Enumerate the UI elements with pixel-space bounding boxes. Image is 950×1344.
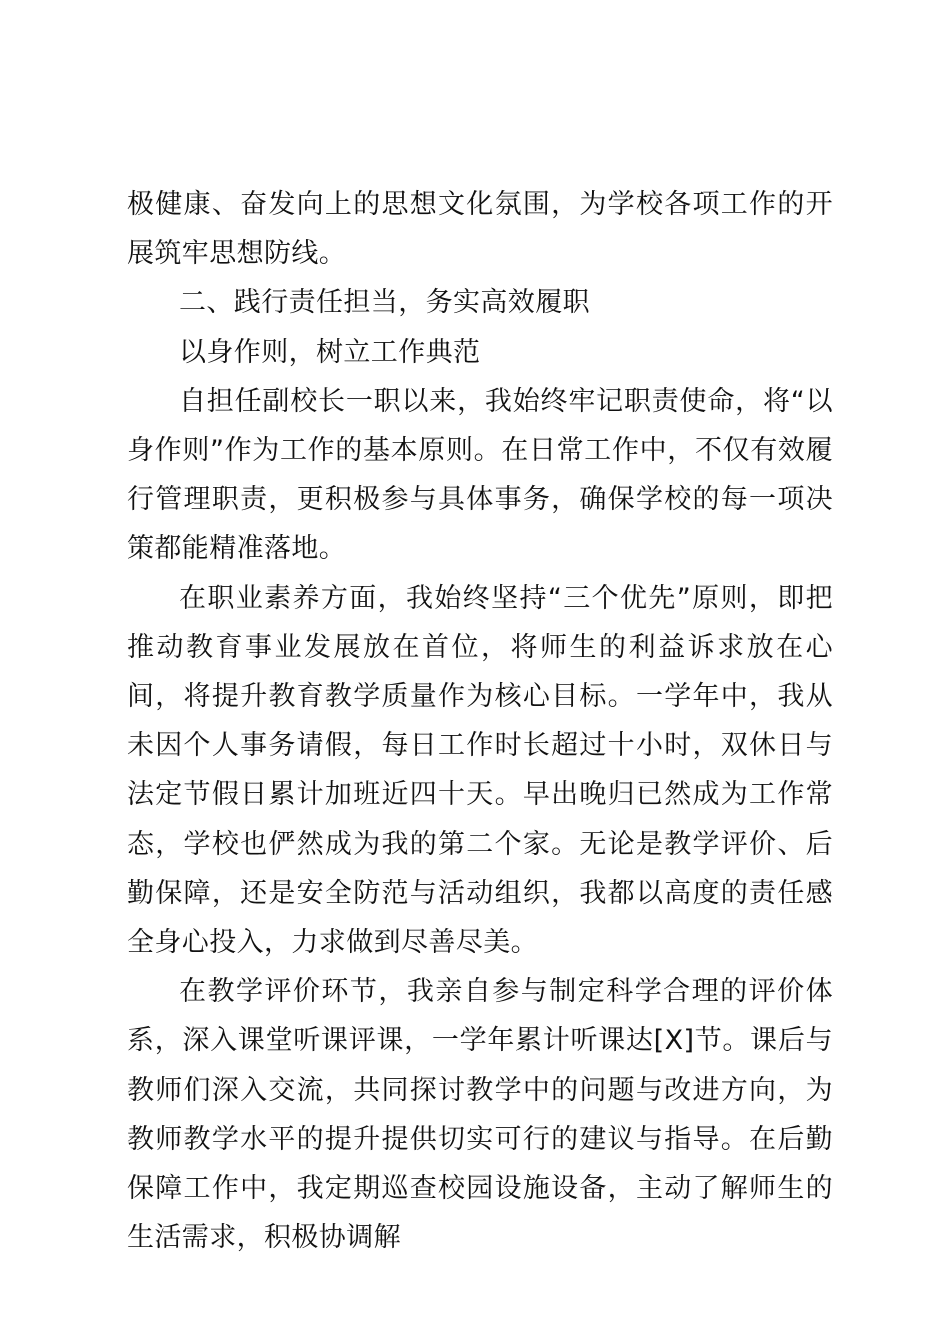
- paragraph-continuation: 极健康、奋发向上的思想文化氛围，为学校各项工作的开展筑牢思想防线。: [127, 189, 833, 270]
- document-body: [127, 180, 833, 1262]
- paragraph-teaching-evaluation: 在教学评价环节，我亲自参与制定科学合理的评价体系，深入课堂听课评课，一学年累计听课达[X]节。课后与教师们深入交流，共同探讨教学中的问题与改进方向，为教师教学水平的提升提供切实可行的建议与指导。在后勤保障工作中，我定期巡查校园设施设备，主动了解师生的生活需求，积极协调解: [127, 976, 833, 1254]
- paragraph-professionalism: 在职业素养方面，我始终坚持“三个优先”原则，即把推动教育事业发展放在首位，将师生的利益诉求放在心间，将提升教育教学质量作为核心目标。一学年中，我从未因个人事务请假，每日工作时长超过十小时，双休日与法定节假日累计加班近四十天。早出晚归已然成为工作常态，学校也俨然成为我的第二个家。无论是教学评价、后勤保障，还是安全防范与活动组织，我都以高度的责任感全身心投入，力求做到尽善尽美。: [127, 582, 833, 959]
- subsection-heading: 以身作则，树立工作典范: [179, 336, 481, 368]
- paragraph-role: 自担任副校长一职以来，我始终牢记职责使命，将“以身作则”作为工作的基本原则。在日常工作中，不仅有效履行管理职责，更积极参与具体事务，确保学校的每一项决策都能精准落地。: [127, 385, 833, 565]
- section-heading: 二、践行责任担当，务实高效履职: [179, 287, 590, 319]
